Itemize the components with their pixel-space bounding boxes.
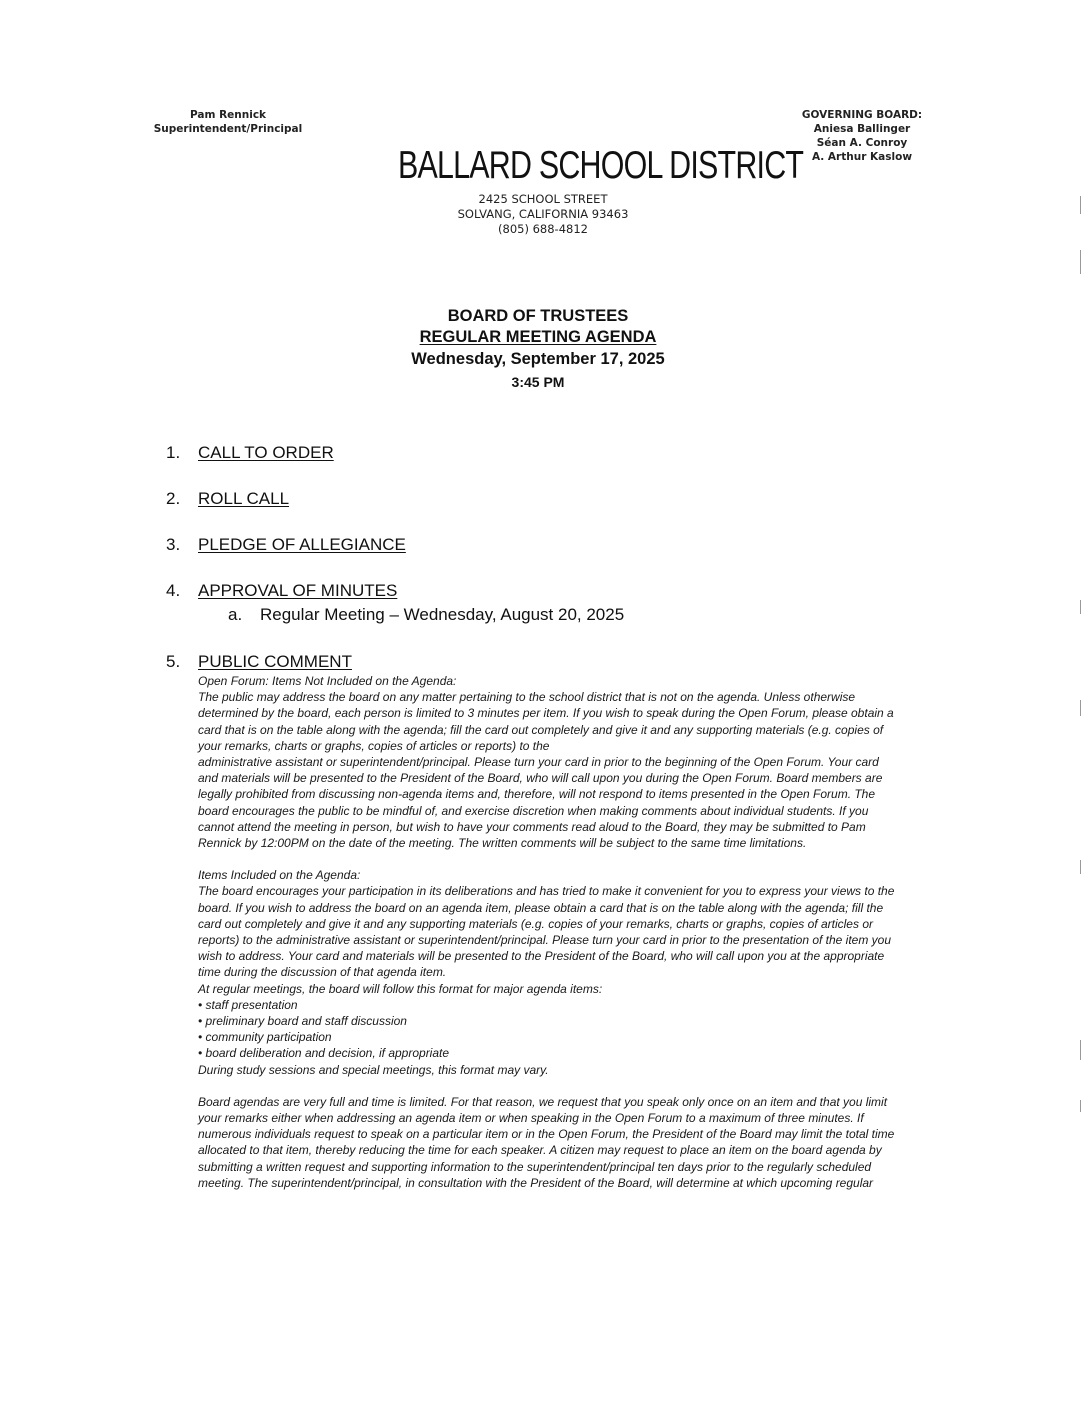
body-line: Rennick by 12:00PM on the date of the meeting. The written comments will be subject to the same time limitations. bbox=[198, 836, 807, 851]
meeting-heading bbox=[300, 306, 776, 393]
agenda-subitem bbox=[228, 604, 624, 626]
body-line: wish to address. Your card and materials will be presented to the President of the Board, who will call upon you at the appropriate bbox=[198, 949, 885, 964]
board-member: Séan A. Conroy bbox=[816, 137, 908, 149]
governing-board-block bbox=[790, 108, 934, 164]
open-forum-heading: Open Forum: Items Not Included on the Agenda: bbox=[198, 674, 457, 688]
body-line: your remarks either when addressing an agenda item or when speaking in the Open Forum to a maximum of three minutes. If bbox=[198, 1111, 864, 1126]
body-line: administrative assistant or superintendent/principal. Please turn your card in prior to the beginning of the Open Forum. Your card bbox=[198, 755, 879, 770]
body-line: reports) to the administrative assistant or superintendent/principal. Please turn your card in prior to the presentation of the item you bbox=[198, 933, 892, 948]
body-line: board encourages the public to be mindful of, and exercise discretion when making comments about individual students. If you bbox=[198, 803, 869, 818]
body-line: card out completely and give it and any supporting materials (e.g. copies of your remarks, charts or graphs, copies of articles or bbox=[198, 916, 873, 931]
body-line: allocated to that item, thereby reducing the time for each speaker. A citizen may request to place an item on the board agenda by bbox=[198, 1143, 882, 1158]
body-line: meeting. The superintendent/principal, in consultation with the President of the Board, will determine at which upcoming regular bbox=[198, 1175, 874, 1190]
body-line: card that is on the table along with the agenda; fill the card out completely and give it and any supporting materials (e.g. copies of bbox=[198, 722, 884, 737]
governing-board-label: GOVERNING BOARD: bbox=[801, 109, 923, 121]
scan-mark bbox=[1080, 1040, 1081, 1060]
meeting-date: Wednesday, September 17, 2025 bbox=[411, 350, 665, 368]
board-member: Aniesa Ballinger bbox=[813, 123, 911, 135]
board-member: A. Arthur Kaslow bbox=[811, 151, 913, 163]
address-line: 2425 SCHOOL STREET bbox=[478, 192, 608, 206]
agenda-item bbox=[166, 534, 406, 556]
agenda-item-title: PLEDGE OF ALLEGIANCE bbox=[198, 535, 406, 554]
agenda-item-title: APPROVAL OF MINUTES bbox=[198, 581, 398, 600]
scan-mark bbox=[1080, 196, 1081, 214]
superintendent-title: Superintendent/Principal bbox=[153, 123, 303, 135]
body-line: determined by the board, each person is limited to 3 minutes per item. If you wish to speak during the Open Forum, please obtain a bbox=[198, 706, 894, 721]
agenda-item bbox=[166, 651, 352, 673]
agenda-item-number: 4. bbox=[166, 581, 181, 600]
scan-mark bbox=[1080, 860, 1081, 874]
format-bullet: • staff presentation bbox=[198, 997, 298, 1012]
scan-mark bbox=[1080, 600, 1081, 614]
agenda-subitem-text: Regular Meeting – Wednesday, August 20, 2025 bbox=[260, 605, 625, 624]
format-bullet: • preliminary board and staff discussion bbox=[198, 1014, 407, 1029]
agenda-item bbox=[166, 442, 334, 464]
agenda-item-title: ROLL CALL bbox=[198, 489, 290, 508]
body-line: submitting a written request and supporting information to the superintendent/principal ten days prior to the regularly scheduled bbox=[198, 1159, 872, 1174]
body-line: cannot attend the meeting in person, but wish to have your comments read aloud to the Board, they may be submitted to Pam bbox=[198, 819, 866, 834]
body-line: Board agendas are very full and time is limited. For that reason, we request that you speak only once on an item and that you limit bbox=[198, 1094, 888, 1109]
body-line: legally prohibited from discussing non-agenda items and, therefore, will not respond to items presented in the Open Forum. The bbox=[198, 787, 876, 802]
body-line: numerous individuals request to speak on a particular item or in the Open Forum, the President of the Board may limit the total time bbox=[198, 1127, 895, 1142]
agenda-item-title: CALL TO ORDER bbox=[198, 443, 334, 462]
address-line: SOLVANG, CALIFORNIA 93463 bbox=[457, 207, 629, 221]
agenda-item bbox=[166, 580, 397, 602]
superintendent-name: Pam Rennick bbox=[189, 109, 267, 121]
body-line: At regular meetings, the board will follow this format for major agenda items: bbox=[198, 981, 603, 996]
agenda-items-heading: Items Included on the Agenda: bbox=[198, 868, 361, 883]
superintendent-block bbox=[140, 108, 316, 136]
agenda-item-number: 3. bbox=[166, 535, 181, 554]
agenda-item bbox=[166, 488, 289, 510]
address-line: (805) 688-4812 bbox=[498, 222, 588, 236]
public-comment-body bbox=[198, 673, 958, 1191]
agenda-item-number: 2. bbox=[166, 489, 181, 508]
body-line: The public may address the board on any matter pertaining to the school district that is not on the agenda. Unless otherwise bbox=[198, 690, 856, 705]
district-name: BALLARD SCHOOL DISTRICT bbox=[398, 144, 804, 187]
body-line: The board encourages your participation in its deliberations and has tried to make it convenient for you to express your views to the bbox=[198, 884, 895, 899]
agenda-subitem-letter: a. bbox=[228, 605, 243, 624]
body-line: and materials will be presented to the President of the Board, who will call upon you during the Open Forum. Board members are bbox=[198, 771, 883, 786]
board-title: BOARD OF TRUSTEES bbox=[447, 307, 629, 325]
body-line: time during the discussion of that agenda item. bbox=[198, 965, 447, 980]
district-address bbox=[398, 192, 688, 237]
agenda-title: REGULAR MEETING AGENDA bbox=[419, 328, 657, 346]
meeting-time: 3:45 PM bbox=[511, 374, 565, 390]
format-bullet: • community participation bbox=[198, 1030, 332, 1045]
scan-mark bbox=[1080, 250, 1081, 274]
format-bullet: • board deliberation and decision, if appropriate bbox=[198, 1046, 450, 1061]
body-line: your remarks, charts or graphs, copies of articles or reports) to the bbox=[198, 738, 550, 753]
agenda-item-title: PUBLIC COMMENT bbox=[198, 652, 352, 671]
agenda-item-number: 1. bbox=[166, 443, 181, 462]
body-line: During study sessions and special meetings, this format may vary. bbox=[198, 1062, 549, 1077]
scan-mark bbox=[1080, 700, 1081, 716]
scan-mark bbox=[1080, 1100, 1081, 1112]
body-line: board. If you wish to address the board on an agenda item, please obtain a card that is on the table along with the agenda; fill the bbox=[198, 900, 884, 915]
agenda-item-number: 5. bbox=[166, 652, 181, 671]
